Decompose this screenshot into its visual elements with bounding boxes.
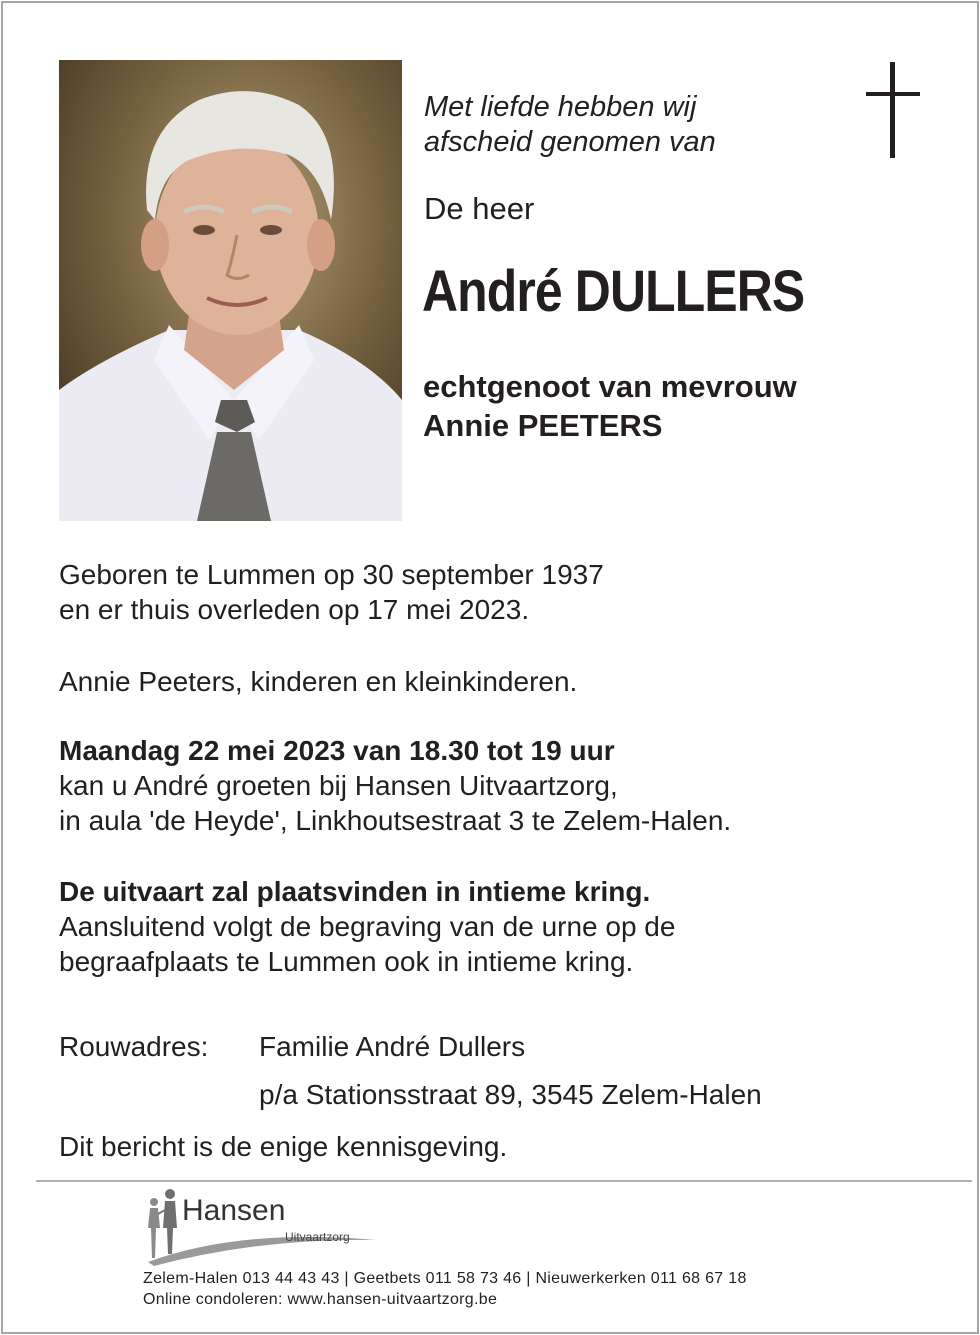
portrait-illustration (59, 60, 402, 521)
notice-paragraph (59, 1129, 507, 1164)
death-line: en er thuis overleden op 17 mei 2023. (59, 594, 530, 625)
footer-condolences: Online condoleren: www.hansen-uitvaartzorg.be (143, 1291, 498, 1308)
visitation-line-2: in aula 'de Heyde', Linkhoutsestraat 3 te Zelem-Halen. (59, 805, 732, 836)
intro-text (424, 90, 844, 160)
intro-line-2: afscheid genomen van (424, 126, 716, 158)
funeral-paragraph (59, 874, 675, 979)
footer-phones: Zelem-Halen 013 44 43 43 | Geetbets 011 58 73 46 | Nieuwerkerken 011 68 67 18 (143, 1270, 747, 1287)
funeral-heading: De uitvaart zal plaatsvinden in intieme kring. (59, 876, 651, 907)
honorific: De heer (424, 191, 535, 226)
visitation-paragraph (59, 733, 731, 838)
visitation-line-1: kan u André groeten bij Hansen Uitvaartzorg, (59, 770, 618, 801)
funeral-line-1: Aansluitend volgt de begraving van de urne op de (59, 911, 676, 942)
funeral-line-2: begraafplaats te Lummen ook in intieme kring. (59, 946, 634, 977)
family-line: Annie Peeters, kinderen en kleinkinderen. (59, 666, 578, 697)
birth-death-paragraph (59, 557, 604, 627)
family-paragraph (59, 664, 577, 699)
birth-line: Geboren te Lummen op 30 september 1937 (59, 559, 604, 590)
address-label: Rouwadres: (59, 1031, 209, 1062)
spouse-info (423, 367, 797, 445)
deceased-name: André DULLERS (422, 259, 805, 324)
intro-line-1: Met liefde hebben wij (424, 91, 697, 123)
address-line-2: p/a Stationsstraat 89, 3545 Zelem-Halen (259, 1079, 762, 1110)
visitation-heading: Maandag 22 mei 2023 van 18.30 tot 19 uur (59, 735, 615, 766)
footer-divider (36, 1180, 972, 1182)
cross-icon (864, 62, 922, 158)
address-lines (259, 1023, 762, 1119)
notice-line: Dit bericht is de enige kennisgeving. (59, 1131, 508, 1162)
portrait-photo (59, 60, 402, 521)
address-line-1: Familie André Dullers (259, 1031, 526, 1062)
logo-subtitle: Uitvaartzorg (285, 1230, 350, 1244)
spouse-line-2: Annie PEETERS (423, 408, 663, 443)
logo-name: Hansen (182, 1194, 286, 1227)
spouse-line-1: echtgenoot van mevrouw (423, 369, 797, 404)
